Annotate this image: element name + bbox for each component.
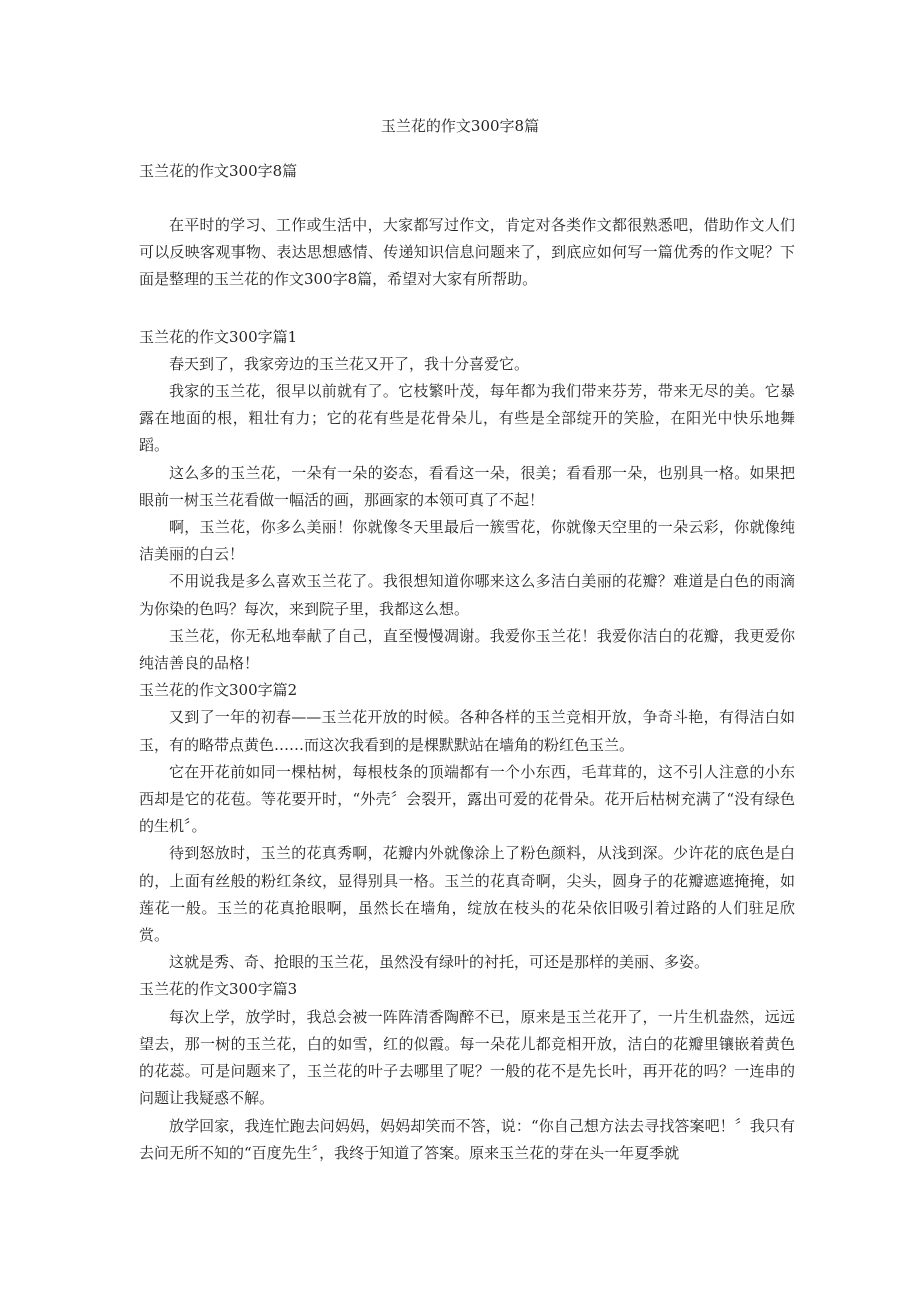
section-heading: 玉兰花的作文300字篇3 bbox=[139, 980, 298, 999]
section-heading: 玉兰花的作文300字篇1 bbox=[139, 327, 298, 346]
paragraph: 放学回家，我连忙跑去问妈妈，妈妈却笑而不答，说：“你自己想方法去寻找答案吧！〞我只有去问无所不知的“百度先生〞，我终于知道了答案。原来玉兰花的芽在头一年夏季就 bbox=[139, 1116, 795, 1162]
section-3 bbox=[139, 976, 795, 1166]
paragraph: 春天到了，我家旁边的玉兰花又开了，我十分喜爱它。 bbox=[169, 354, 530, 373]
section-1 bbox=[139, 324, 795, 678]
document-title: 玉兰花的作文300字8篇 bbox=[380, 117, 540, 135]
paragraph: 啊，玉兰花，你多么美丽！你就像冬天里最后一簇雪花，你就像天空里的一朵云彩，你就像纯洁美丽的白云！ bbox=[139, 518, 795, 564]
paragraph: 待到怒放时，玉兰的花真秀啊，花瓣内外就像涂上了粉色颜料，从浅到深。少许花的底色是白的，上面有丝般的粉红条纹，显得别具一格。玉兰的花真奇啊，尖头，圆身子的花瓣遮遮掩掩，如莲花一般。玉兰的花真抢眼啊，虽然长在墙角，绽放在枝头的花朵依旧吸引着过路的人们驻足欣赏。 bbox=[139, 844, 795, 945]
section-heading: 玉兰花的作文300字篇2 bbox=[139, 681, 298, 700]
intro-paragraph: 在平时的学习、工作或生活中，大家都写过作文，肯定对各类作文都很熟悉吧，借助作文人们可以反映客观事物、表达思想感情、传递知识信息问题来了，到底应如何写一篇优秀的作文呢？下面是整理的玉兰花的作文300字8篇，希望对大家有所帮助。 bbox=[139, 216, 795, 289]
paragraph: 又到了一年的初春——玉兰花开放的时候。各种各样的玉兰竞相开放，争奇斗艳，有得洁白如玉，有的略带点黄色……而这次我看到的是棵默默站在墙角的粉红色玉兰。 bbox=[139, 708, 795, 754]
paragraph: 这么多的玉兰花，一朵有一朵的姿态，看看这一朵，很美；看看那一朵，也别具一格。如果把眼前一树玉兰花看做一幅活的画，那画家的本领可真了不起！ bbox=[139, 463, 795, 509]
paragraph: 这就是秀、奇、抢眼的玉兰花，虽然没有绿叶的衬托，可还是那样的美丽、多姿。 bbox=[169, 953, 710, 972]
document-body bbox=[139, 160, 795, 1167]
paragraph: 每次上学，放学时，我总会被一阵阵清香陶醉不已，原来是玉兰花开了，一片生机盎然，远远望去，那一树的玉兰花，白的如雪，红的似霞。每一朵花儿都竞相开放，洁白的花瓣里镶嵌着黄色的花蕊。可是问题来了，玉兰花的叶子去哪里了呢？一般的花不是先长叶，再开花的吗？一连串的问题让我疑惑不解。 bbox=[139, 1007, 795, 1108]
section-2 bbox=[139, 677, 795, 976]
document-subtitle: 玉兰花的作文300字8篇 bbox=[139, 162, 298, 180]
paragraph: 我家的玉兰花，很早以前就有了。它枝繁叶茂，每年都为我们带来芬芳，带来无尽的美。它暴露在地面的根，粗壮有力；它的花有些是花骨朵儿，有些是全部绽开的笑脸，在阳光中快乐地舞蹈。 bbox=[139, 382, 795, 455]
paragraph: 玉兰花，你无私地奉献了自己，直至慢慢凋谢。我爱你玉兰花！我爱你洁白的花瓣，我更爱你纯洁善良的品格！ bbox=[139, 626, 795, 673]
paragraph: 不用说我是多么喜欢玉兰花了。我很想知道你哪来这么多洁白美丽的花瓣？难道是白色的雨滴为你染的色吗？每次，来到院子里，我都这么想。 bbox=[139, 572, 795, 618]
paragraph: 它在开花前如同一棵枯树，每根枝条的顶端都有一个小东西，毛茸茸的，这不引人注意的小东西却是它的花苞。等花要开时，“外壳〞会裂开，露出可爱的花骨朵。花开后枯树充满了“没有绿色的生机〞。 bbox=[139, 762, 795, 836]
